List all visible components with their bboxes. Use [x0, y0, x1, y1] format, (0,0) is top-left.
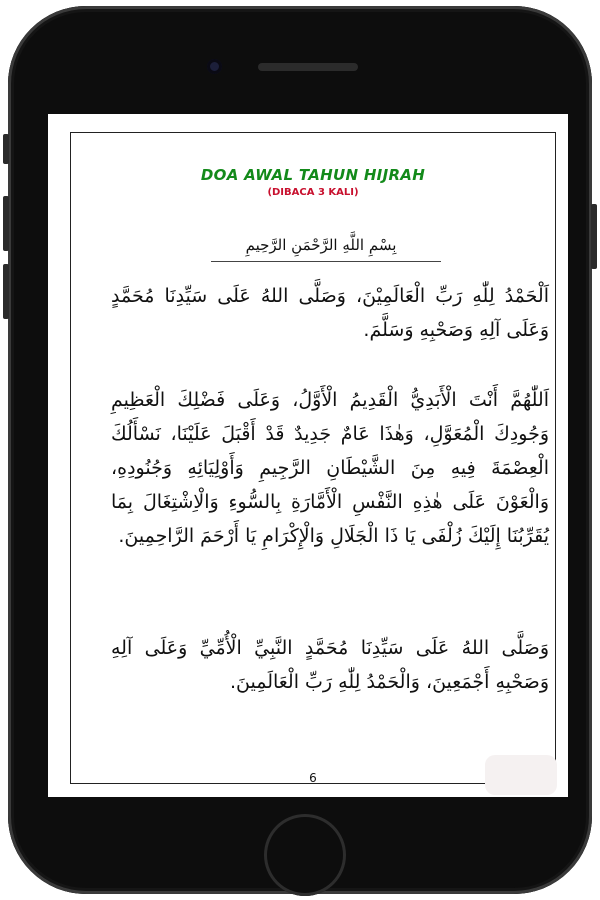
- home-button-icon[interactable]: [264, 814, 346, 896]
- page-number: 6: [309, 771, 317, 785]
- basmala-calligraphy: بِسْمِ اللَّهِ الرَّحْمَنِ الرَّحِيمِ: [245, 236, 397, 254]
- document-title: DOA AWAL TAHUN HIJRAH: [200, 166, 426, 184]
- document-page: [70, 132, 556, 784]
- screen[interactable]: [48, 114, 568, 797]
- prayer-paragraph-1: اَلْحَمْدُ لِلّٰهِ رَبِّ الْعَالَمِيْنَ، وَصَلَّى اللهُ عَلَى سَيِّدِنَا مُحَمَّدٍ وَعَلَى آلِهِ وَصَحْبِهِ وَسَلَّمَ.: [111, 285, 549, 341]
- prayer-paragraph-2: اَللّٰهُمَّ أَنْتَ الْأَبَدِيُّ الْقَدِيمُ الْأَوَّلُ، وَعَلَى فَضْلِكَ الْعَظِيمِ وَجُودِكَ الْمُعَوَّلِ، وَهٰذَا عَامٌ جَدِيدٌ قَدْ أَقْبَلَ عَلَيْنَا، نَسْأَلُكَ الْعِصْمَةَ فِيهِ مِنَ الشَّيْطَانِ الرَّجِيمِ وَأَوْلِيَائِهِ وَجُنُودِهِ، وَالْعَوْنَ عَلَى هٰذِهِ النَّفْسِ الْأَمَّارَةِ بِالسُّوءِ وَالْاِشْتِغَالَ بِمَا يُقَرِّبُنَا إِلَيْكَ زُلْفَى يَا ذَا الْجَلَالِ وَالْإِكْرَامِ يَا أَرْحَمَ الرَّاحِمِينَ.: [111, 389, 549, 547]
- phone-device: [8, 6, 592, 894]
- volume-up-button[interactable]: [3, 196, 9, 251]
- document-subtitle: (DIBACA 3 KALI): [267, 187, 359, 198]
- speaker-grille-icon: [258, 63, 358, 71]
- mute-switch[interactable]: [3, 134, 9, 164]
- front-camera-icon: [207, 59, 222, 74]
- volume-down-button[interactable]: [3, 264, 9, 319]
- power-button[interactable]: [591, 204, 597, 269]
- prayer-paragraph-3: وَصَلَّى اللهُ عَلَى سَيِّدِنَا مُحَمَّدٍ النَّبِيِّ الْأُمِّيِّ وَعَلَى آلِهِ وَصَحْبِهِ أَجْمَعِينَ، وَالْحَمْدُ لِلّٰهِ رَبِّ الْعَالَمِينَ.: [111, 637, 549, 693]
- basmala-underline: [211, 261, 441, 262]
